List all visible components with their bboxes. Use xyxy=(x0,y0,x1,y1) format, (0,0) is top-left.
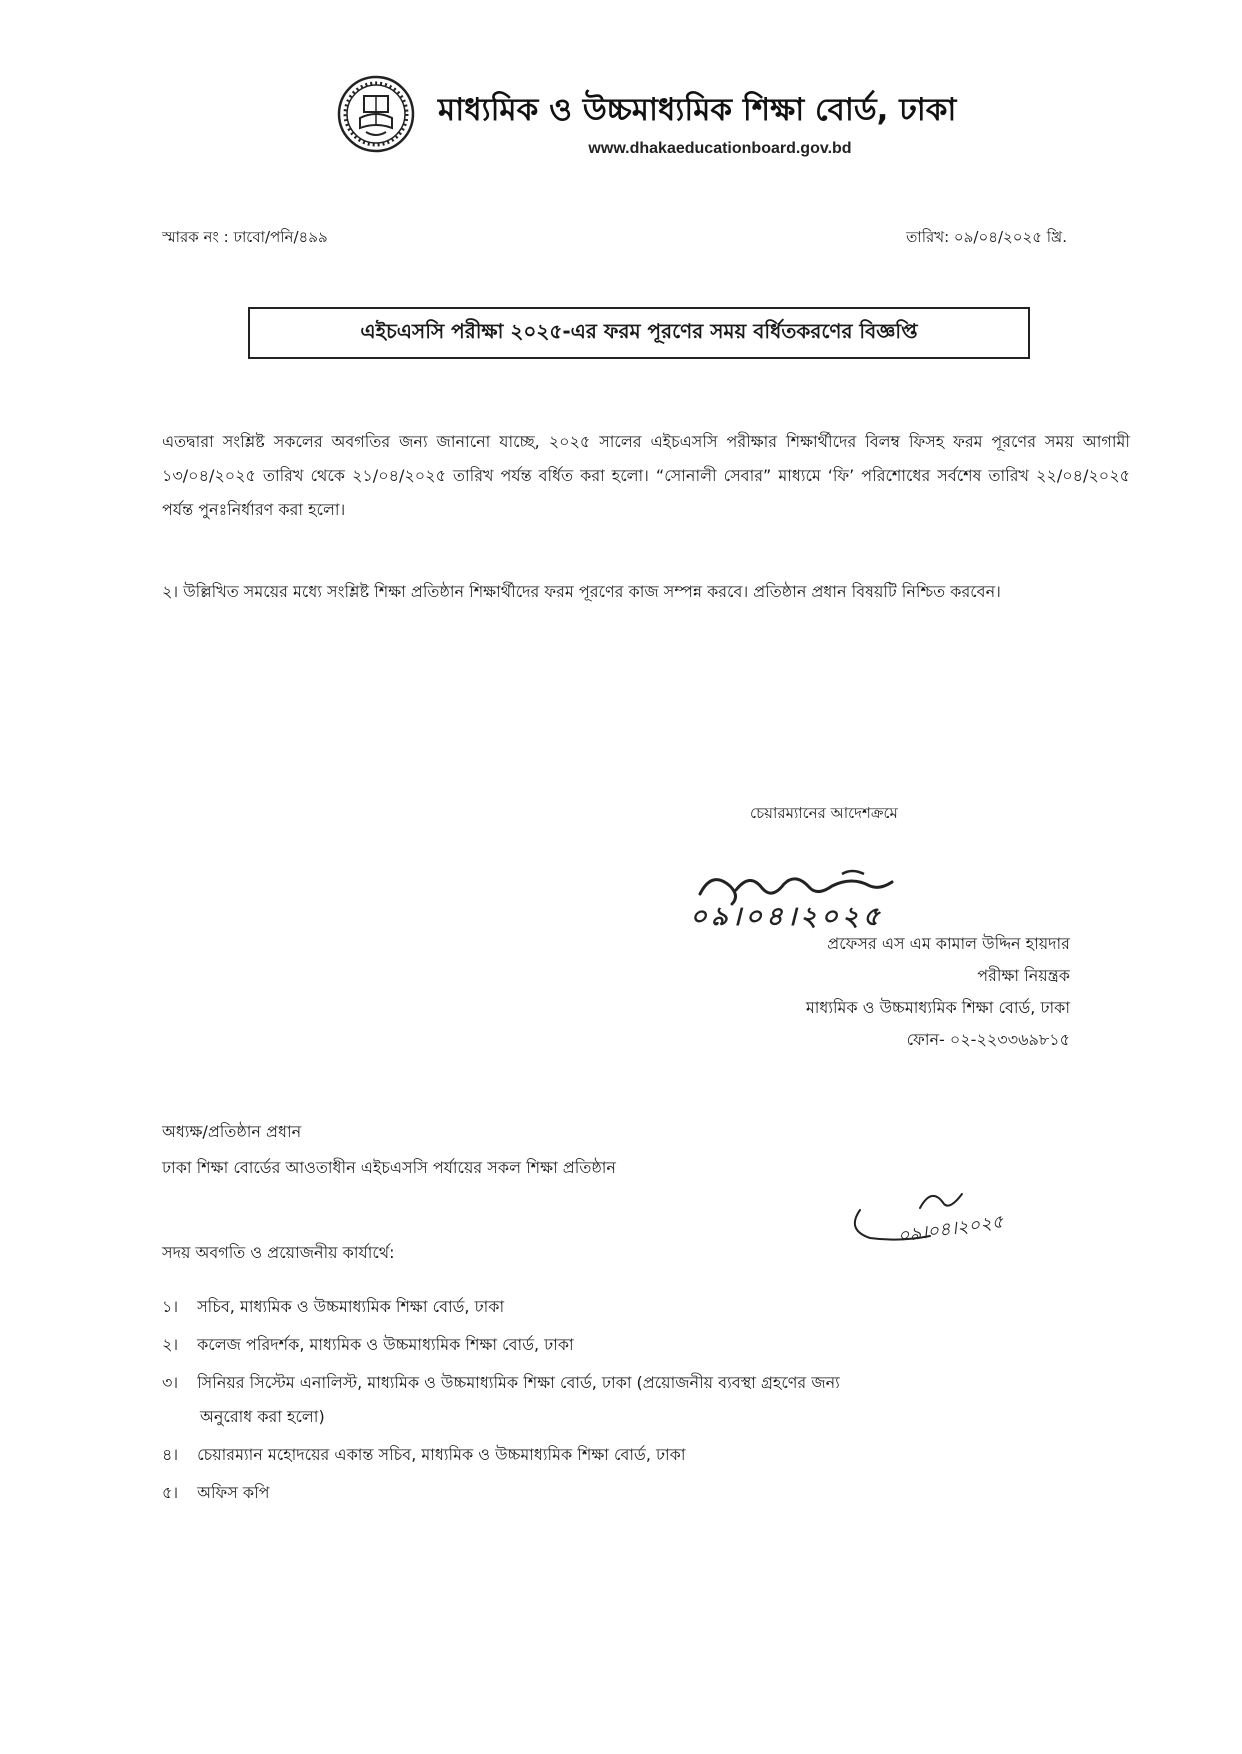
cc-item-text-continued: অনুরোধ করা হলো) xyxy=(200,1407,325,1426)
cc-item-text: সচিব, মাধ্যমিক ও উচ্চমাধ্যমিক শিক্ষা বোর্ড, ঢাকা xyxy=(197,1297,505,1316)
cc-item-number: ৪। xyxy=(162,1445,179,1464)
initials-date: ০৯।০৪।২০২৫ xyxy=(896,1211,1005,1247)
memo-number: স্মারক নং : ঢাবো/পনি/৪৯৯ xyxy=(162,228,328,246)
cc-item xyxy=(162,1438,1062,1472)
website-link[interactable]: www.dhakaeducationboard.gov.bd xyxy=(588,140,852,157)
board-seal-logo xyxy=(336,74,416,154)
order-line: চেয়ারম্যানের আদেশক্রমে xyxy=(750,804,898,822)
addressee-line-2: ঢাকা শিক্ষা বোর্ডের আওতাধীন এইচএসসি পর্যায়ের সকল শিক্ষা প্রতিষ্ঠান xyxy=(162,1158,616,1177)
cc-item-number: ২। xyxy=(162,1335,179,1354)
cc-item xyxy=(162,1366,1062,1434)
signatory-phone: ফোন- ০২-২২৩৩৬৯৮১৫ xyxy=(906,1030,1070,1049)
cc-item-text: সিনিয়র সিস্টেম এনালিস্ট, মাধ্যমিক ও উচ্চমাধ্যমিক শিক্ষা বোর্ড, ঢাকা (প্রয়োজনীয় ব্যবস্থা গ্রহণের জন্য xyxy=(197,1373,840,1392)
addressee-line-1: অধ্যক্ষ/প্রতিষ্ঠান প্রধান xyxy=(162,1122,302,1141)
addressee-block xyxy=(162,1114,616,1186)
signatory-name: প্রফেসর এস এম কামাল উদ্দিন হায়দার xyxy=(827,934,1070,953)
cc-item xyxy=(162,1476,1062,1510)
signatory-designation: পরীক্ষা নিয়ন্ত্রক xyxy=(977,966,1070,985)
cc-item-number: ৫। xyxy=(162,1483,179,1502)
body-paragraph-1: এতদ্বারা সংশ্লিষ্ট সকলের অবগতির জন্য জানানো যাচ্ছে, ২০২৫ সালের এইচএসসি পরীক্ষার শিক্ষার্থীদের বিলম্ব ফিসহ ফরম পূরণের সময় আগামী ১৩/০৪/২০২৫ তারিখ থেকে ২১/০৪/২০২৫ তারিখ পর্যন্ত বর্ধিত করা হলো। “সোনালী সেবার” মাধ্যমে ‘ফি’ পরিশোধের সর্বশেষ তারিখ ২২/০৪/২০২৫ পর্যন্ত পুনঃনির্ধারণ করা হলো। xyxy=(162,432,1130,519)
cc-item-text: কলেজ পরিদর্শক, মাধ্যমিক ও উচ্চমাধ্যমিক শিক্ষা বোর্ড, ঢাকা xyxy=(197,1335,574,1354)
memo-date: তারিখ: ০৯/০৪/২০২৫ খ্রি. xyxy=(906,228,1067,246)
cc-item-number: ৩। xyxy=(162,1373,179,1392)
cc-item-number: ১। xyxy=(162,1297,179,1316)
body-paragraph-2: ২। উল্লিখিত সময়ের মধ্যে সংশ্লিষ্ট শিক্ষা প্রতিষ্ঠান শিক্ষার্থীদের ফরম পূরণের কাজ সম্পন্ন করবে। প্রতিষ্ঠান প্রধান বিষয়টি নিশ্চিত করবেন। xyxy=(162,582,1001,601)
cc-item xyxy=(162,1328,1062,1362)
cc-list xyxy=(162,1290,1062,1514)
signature-block xyxy=(630,928,1070,1056)
cc-item xyxy=(162,1290,1062,1324)
board-name: মাধ্যমিক ও উচ্চমাধ্যমিক শিক্ষা বোর্ড, ঢাকা xyxy=(438,92,957,128)
signatory-office: মাধ্যমিক ও উচ্চমাধ্যমিক শিক্ষা বোর্ড, ঢাকা xyxy=(805,998,1070,1017)
cc-heading: সদয় অবগতি ও প্রয়োজনীয় কার্যার্থে: xyxy=(162,1243,395,1262)
signature-date: ০৯।০৪।২০২৫ xyxy=(690,902,884,932)
notice-title: এইচএসসি পরীক্ষা ২০২৫-এর ফরম পূরণের সময় বর্ধিতকরণের বিজ্ঞপ্তি xyxy=(248,307,1030,359)
cc-item-text: চেয়ারম্যান মহোদয়ের একান্ত সচিব, মাধ্যমিক ও উচ্চমাধ্যমিক শিক্ষা বোর্ড, ঢাকা xyxy=(197,1445,686,1464)
cc-item-text: অফিস কপি xyxy=(197,1483,270,1502)
